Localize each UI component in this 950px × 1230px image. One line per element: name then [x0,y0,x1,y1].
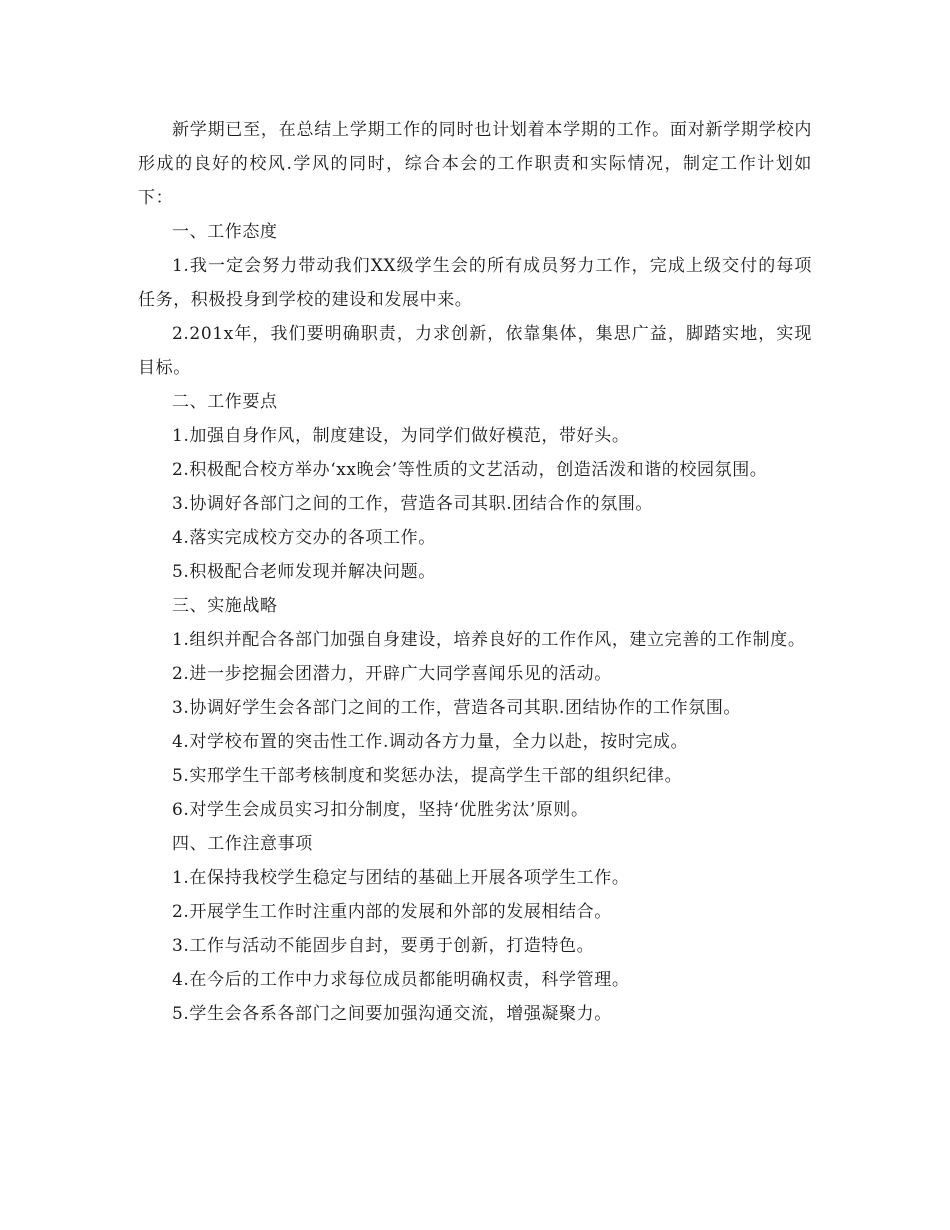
section-heading-work-notes: 四、工作注意事项 [172,834,313,854]
list-item: 1.在保持我校学生稳定与团结的基础上开展各项学生工作。 [172,868,630,888]
list-item: 2.积极配合校方举办‘xx晚会’等性质的文艺活动，创造活泼和谐的校园氛围。 [172,460,768,480]
list-item: 4.在今后的工作中力求每位成员都能明确权责，科学管理。 [172,970,630,990]
list-item: 3.协调好各部门之间的工作，营造各司其职.团结合作的氛围。 [172,494,654,514]
list-item: 1.加强自身作风，制度建设，为同学们做好模范，带好头。 [172,426,630,446]
list-item: 5.积极配合老师发现并解决问题。 [172,562,436,582]
list-item: 2.201x年，我们要明确职责，力求创新，依靠集体，集思广益，脚踏实地，实现目标。 [138,324,812,378]
list-item: 1.我一定会努力带动我们XX级学生会的所有成员努力工作，完成上级交付的每项任务，积极投身到学校的建设和发展中来。 [138,256,812,310]
list-item: 2.开展学生工作时注重内部的发展和外部的发展相结合。 [172,902,612,922]
list-item: 5.实邢学生干部考核制度和奖惩办法，提高学生干部的组织纪律。 [172,766,683,786]
section-heading-work-attitude: 一、工作态度 [172,222,278,242]
list-item: 6.对学生会成员实习扣分制度，坚持‘优胜劣汰’原则。 [172,800,589,820]
list-item: 4.对学校布置的突击性工作.调动各方力量，全力以赴，按时完成。 [172,732,689,752]
section-heading-work-points: 二、工作要点 [172,392,278,412]
list-item: 3.协调好学生会各部门之间的工作，营造各司其职.团结协作的工作氛围。 [172,698,742,718]
list-item: 5.学生会各系各部门之间要加强沟通交流，增强凝聚力。 [172,1004,612,1024]
list-item: 4.落实完成校方交办的各项工作。 [172,528,436,548]
list-item: 3.工作与活动不能固步自封，要勇于创新，打造特色。 [172,936,595,956]
section-heading-implementation-strategy: 三、实施战略 [172,596,278,616]
list-item: 2.进一步挖掘会团潜力，开辟广大同学喜闻乐见的活动。 [172,664,612,684]
list-item: 1.组织并配合各部门加强自身建设，培养良好的工作作风，建立完善的工作制度。 [172,630,806,650]
intro-paragraph: 新学期已至，在总结上学期工作的同时也计划着本学期的工作。面对新学期学校内形成的良好的校风.学风的同时，综合本会的工作职责和实际情况，制定工作计划如下： [138,120,812,208]
document-page [138,113,812,1031]
